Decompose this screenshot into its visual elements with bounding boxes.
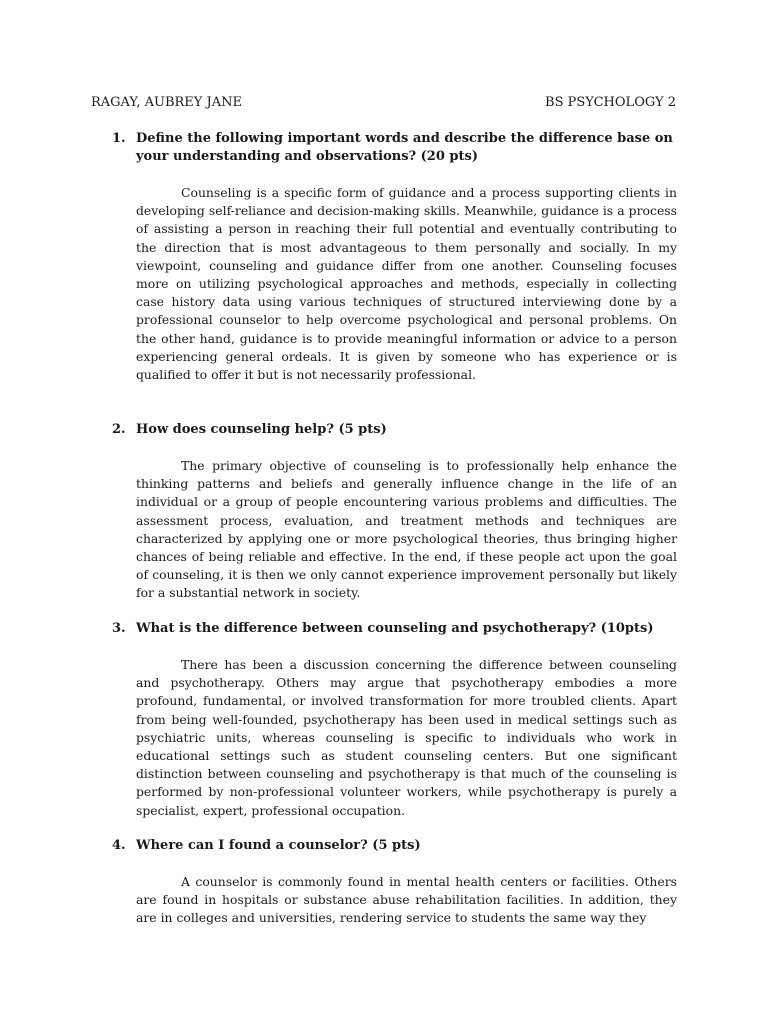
question-number: 4. — [112, 838, 126, 853]
course-label: BS PSYCHOLOGY 2 — [545, 95, 676, 110]
document-header — [91, 94, 676, 112]
question-text: Where can I found a counselor? (5 pts) — [136, 838, 421, 853]
answer-2: The primary objective of counseling is to professionally help enhance the thinking patterns and beliefs and generally influence change in the life of an individual or a group of people encountering various problems and difficulties. The assessment process, evaluation, and treatment methods and techniques are characterized by applying one or more psychological theories, thus bringing higher chances of being reliable and effective. In the end, if these people act upon the goal of counseling, it is then we only cannot experience improvement personally but likely for a substantial network in society. — [136, 458, 677, 601]
question-text: Define the following important words and describe the difference base on your understanding and observations? (20 pts) — [136, 131, 673, 164]
question-text: How does counseling help? (5 pts) — [136, 422, 387, 437]
question-1 — [112, 130, 678, 166]
question-number: 3. — [112, 621, 126, 636]
question-text: What is the difference between counseling and psychotherapy? (10pts) — [136, 621, 654, 636]
question-number: 2. — [112, 422, 126, 437]
question-4 — [112, 837, 678, 855]
answer-3: There has been a discussion concerning the difference between counseling and psychotherapy. Others may argue that psychotherapy embodies a more profound, fundamental, or involved transformation for more troubled clients. Apart from being well-founded, psychotherapy has been used in medical settings such as psychiatric units, whereas counseling is specific to individuals who work in educational settings such as student counseling centers. But one significant distinction between counseling and psychotherapy is that much of the counseling is performed by non-professional volunteer workers, while psychotherapy is purely a specialist, expert, professional occupation. — [136, 657, 677, 818]
answer-1: Counseling is a specific form of guidance and a process supporting clients in developing self-reliance and decision-making skills. Meanwhile, guidance is a process of assisting a person in reaching their full potential and eventually contributing to the direction that is most advantageous to them personally and socially. In my viewpoint, counseling and guidance differ from one another. Counseling focuses more on utilizing psychological approaches and methods, especially in collecting case history data using various techniques of structured interviewing done by a professional counselor to help overcome psychological and personal problems. On the other hand, guidance is to provide meaningful information or advice to a person experiencing general ordeals. It is given by someone who has experience or is qualified to offer it but is not necessarily professional. — [136, 185, 677, 383]
student-name: RAGAY, AUBREY JANE — [91, 95, 242, 110]
question-2 — [112, 421, 678, 439]
question-number: 1. — [112, 131, 126, 146]
question-3 — [112, 620, 678, 638]
answer-4: A counselor is commonly found in mental health centers or facilities. Others are found in hospitals or substance abuse rehabilitation facilities. In addition, they are in colleges and universities, rendering service to students the same way they — [136, 874, 677, 926]
